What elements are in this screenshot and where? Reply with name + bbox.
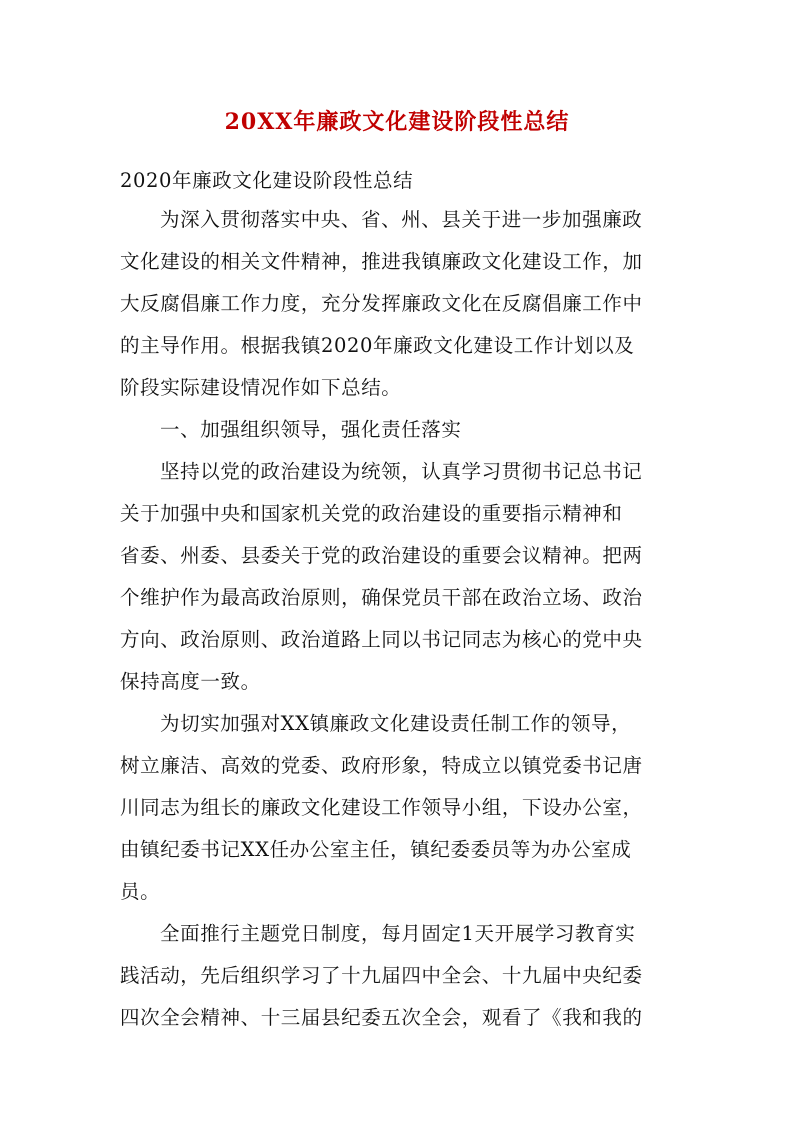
paragraph-line: 保持高度一致。 bbox=[120, 670, 261, 693]
paragraph-line: 个维护作为最高政治原则，确保党员干部在政治立场、政治 bbox=[120, 586, 643, 609]
paragraph-line: 树立廉洁、高效的党委、政府形象，特成立以镇党委书记唐 bbox=[120, 754, 643, 777]
paragraph-line: 川同志为组长的廉政文化建设工作领导小组，下设办公室， bbox=[120, 796, 643, 819]
paragraph-line: 全面推行主题党日制度，每月固定1天开展学习教育实 bbox=[160, 922, 636, 945]
section-heading: 一、加强组织领导，强化责任落实 bbox=[160, 418, 462, 441]
paragraph-line: 省委、州委、县委关于党的政治建设的重要会议精神。把两 bbox=[120, 544, 643, 567]
paragraph-line: 员。 bbox=[120, 880, 161, 903]
paragraph-line: 由镇纪委书记XX任办公室主任，镇纪委委员等为办公室成 bbox=[120, 838, 632, 861]
paragraph-line: 坚持以党的政治建设为统领，认真学习贯彻书记总书记 bbox=[160, 460, 643, 483]
paragraph-line: 大反腐倡廉工作力度，充分发挥廉政文化在反腐倡廉工作中 bbox=[120, 292, 643, 315]
paragraph-line: 关于加强中央和国家机关党的政治建设的重要指示精神和 bbox=[120, 502, 623, 525]
paragraph-line: 阶段实际建设情况作如下总结。 bbox=[120, 376, 402, 399]
paragraph-line: 为深入贯彻落实中央、省、州、县关于进一步加强廉政 bbox=[160, 208, 643, 231]
paragraph-line: 的主导作用。根据我镇2020年廉政文化建设工作计划以及 bbox=[120, 334, 635, 357]
paragraph-line: 四次全会精神、十三届县纪委五次全会，观看了《我和我的 bbox=[120, 1006, 643, 1029]
document-subtitle: 2020年廉政文化建设阶段性总结 bbox=[120, 169, 414, 192]
paragraph-line: 为切实加强对XX镇廉政文化建设责任制工作的领导， bbox=[160, 712, 632, 735]
paragraph-line: 践活动，先后组织学习了十九届四中全会、十九届中央纪委 bbox=[120, 964, 643, 987]
paragraph-line: 方向、政治原则、政治道路上同以书记同志为核心的党中央 bbox=[120, 628, 643, 651]
paragraph-line: 文化建设的相关文件精神，推进我镇廉政文化建设工作，加 bbox=[120, 250, 643, 273]
document-title: 20XX年廉政文化建设阶段性总结 bbox=[224, 109, 570, 135]
